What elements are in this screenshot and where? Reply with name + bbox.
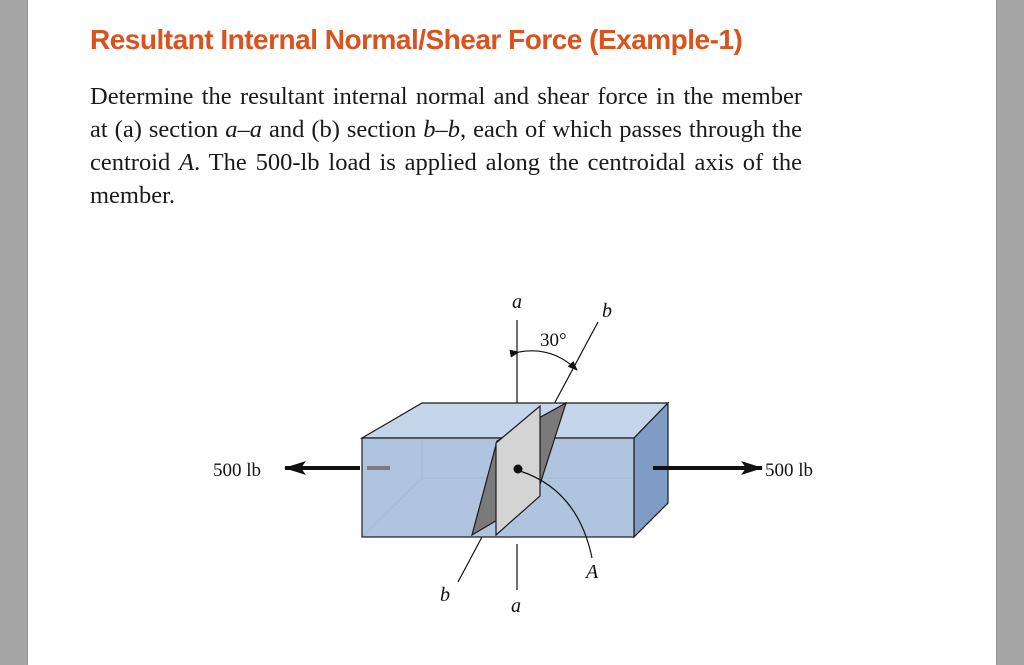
angle-arc bbox=[519, 351, 577, 370]
centroid-ref: A bbox=[179, 149, 195, 176]
section-bb-line-bottom bbox=[458, 537, 482, 582]
centroid-point bbox=[514, 465, 523, 474]
load-label-right: 500 lb bbox=[765, 460, 814, 481]
problem-text-4: . The 500-lb load is applied along the centroidal axis of the member. bbox=[90, 149, 802, 209]
problem-text-1: Determine the resultant internal normal and shear force in the member at (a) section bbox=[90, 83, 802, 143]
label-a-bottom: a bbox=[511, 595, 521, 617]
label-a-top: a bbox=[512, 291, 522, 313]
load-label-left: 500 lb bbox=[213, 460, 262, 481]
problem-text-2: and (b) section bbox=[261, 116, 424, 143]
section-a-ref: a–a bbox=[225, 116, 262, 143]
label-centroid: A bbox=[586, 561, 599, 583]
problem-text-3: , each of which passes through the centroid bbox=[90, 116, 802, 176]
label-b-bottom: b bbox=[440, 584, 450, 606]
label-b-top: b bbox=[602, 300, 612, 322]
slide-title: Resultant Internal Normal/Shear Force (Example-1) bbox=[90, 24, 743, 55]
angle-label: 30° bbox=[540, 330, 567, 351]
section-b-ref: b–b bbox=[423, 116, 461, 143]
